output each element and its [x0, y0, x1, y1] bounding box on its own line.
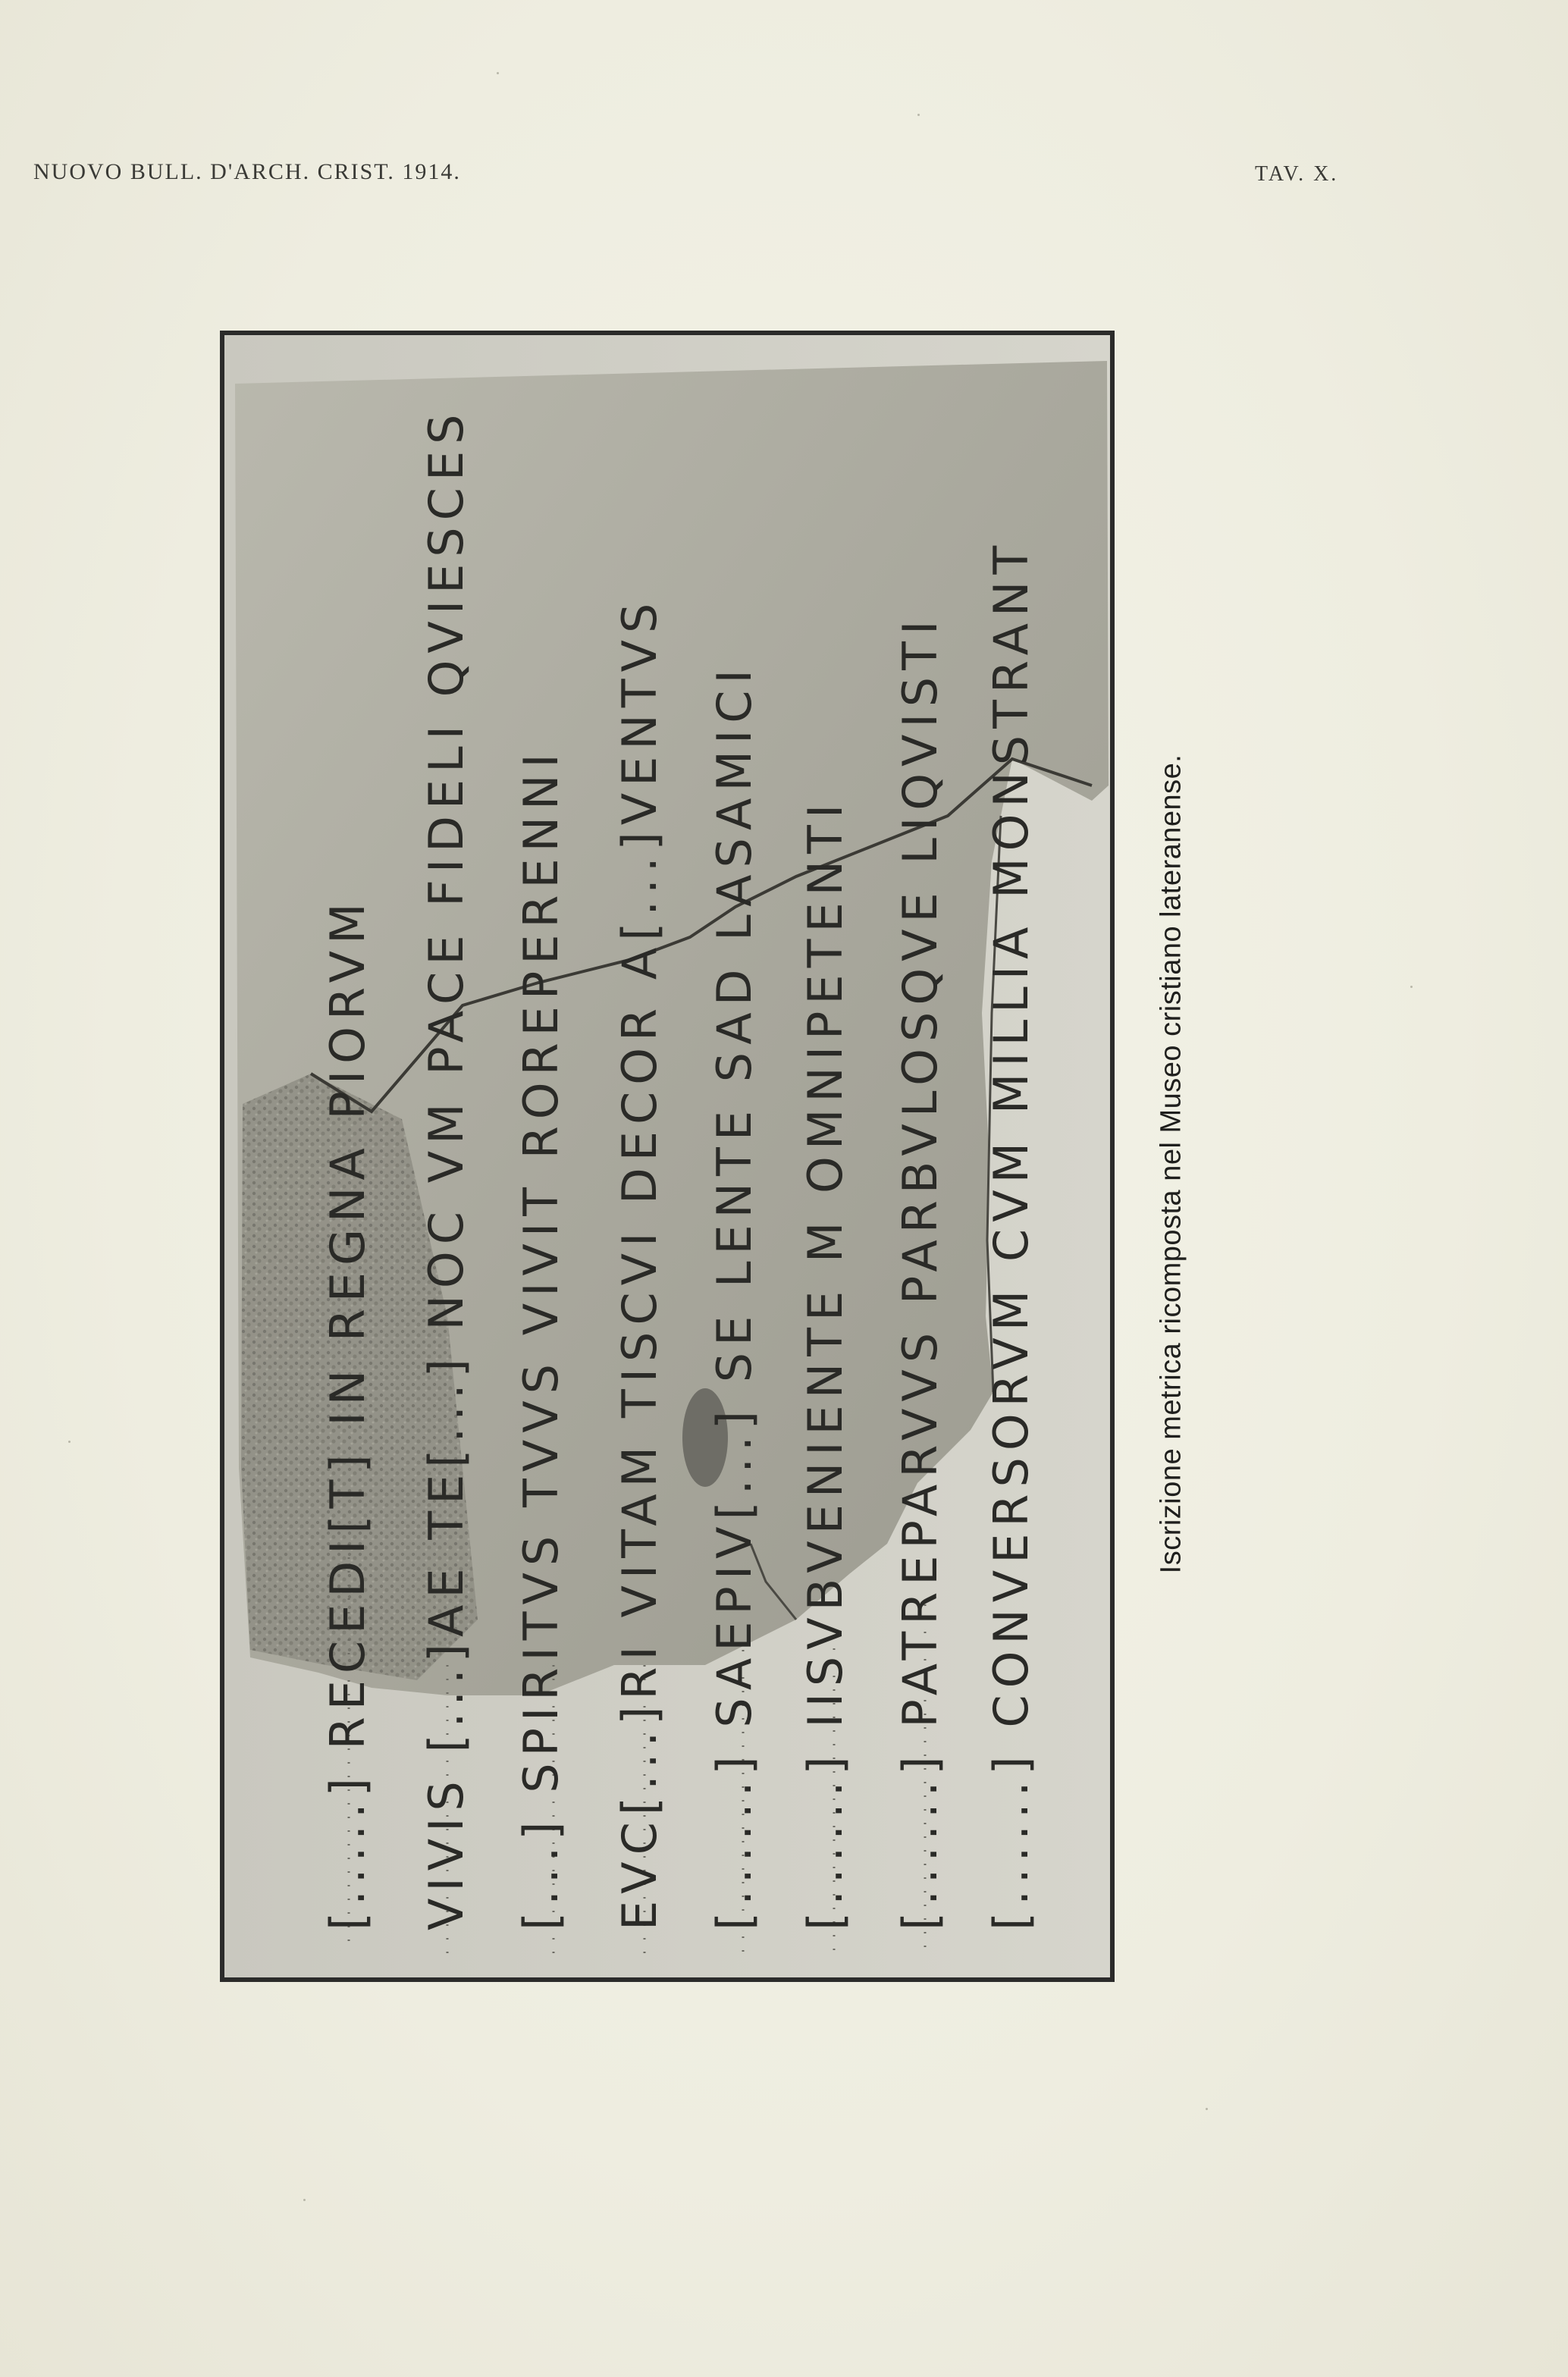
inscription-line: [......] IISVBVENIENTE M OMNIPETENTI: [798, 797, 853, 1930]
inscription-slab-image: [220, 331, 1115, 1982]
inscription-line: VIVIS [...]AE TE[...] NOC VM PACE FIDELI QVIESCES: [419, 407, 474, 1930]
inscription-photograph: [220, 331, 1115, 1982]
inscription-line: [...] SPIRITVS TVVS VIVIT ROREPERENNI: [513, 747, 569, 1930]
plate-caption: Iscrizione metrica ricomposta nel Museo cristiano lateranense.: [1155, 754, 1187, 1574]
inscription-line: [......] PATREPARVVS PARBVLOSQVE LIQVISTI: [892, 613, 948, 1930]
inscription-line: EVC[...]RI VITAM TISCVI DECOR A[...]VENTVS: [612, 596, 667, 1930]
running-head-plate-number: TAV. X.: [1255, 162, 1339, 186]
inscription-line: [.....] RECEDI[T] IN REGNA PIORVM: [320, 896, 375, 1930]
caption-container: [1149, 698, 1194, 1630]
inscription-line: [......] CONVERSORVM CVM MILLIA MONSTRANT: [983, 538, 1039, 1930]
inscription-line: [......] SAEPIV[...] SE LENTE SAD LASAMICI: [707, 663, 762, 1930]
running-head-journal: NUOVO BULL. D'ARCH. CRIST. 1914.: [33, 159, 461, 184]
